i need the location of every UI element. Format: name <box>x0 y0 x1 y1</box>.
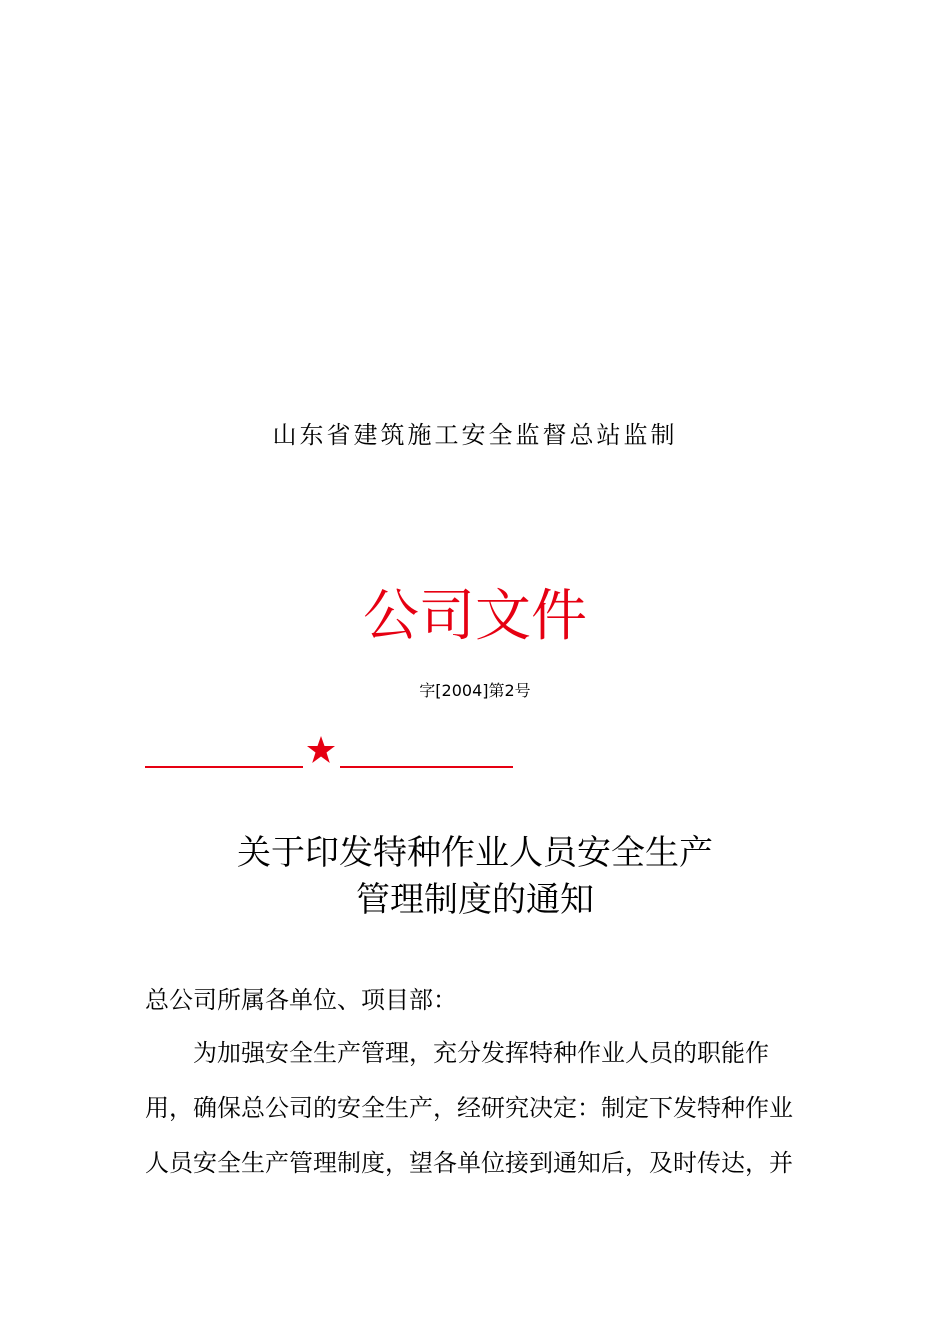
supervisor-line: 山东省建筑施工安全监督总站监制 <box>272 421 678 449</box>
red-star-icon <box>306 735 336 765</box>
notice-title-line: 管理制度的通知 <box>356 880 594 920</box>
red-divider-right <box>340 766 513 768</box>
salutation: 总公司所属各单位、项目部： <box>145 986 457 1014</box>
body-line: 人员安全生产管理制度，望各单位接到通知后，及时传达，并 <box>145 1149 793 1177</box>
document-header-title: 公司文件 <box>363 584 587 649</box>
red-divider-left <box>145 766 303 768</box>
body-line: 为加强安全生产管理，充分发挥特种作业人员的职能作 <box>193 1039 769 1067</box>
body-line: 用，确保总公司的安全生产，经研究决定：制定下发特种作业 <box>145 1094 793 1122</box>
notice-title-line: 关于印发特种作业人员安全生产 <box>237 833 713 873</box>
notice-title <box>0 830 950 924</box>
document-number: 字[2004]第2号 <box>419 681 531 700</box>
notice-body <box>145 1034 815 1199</box>
